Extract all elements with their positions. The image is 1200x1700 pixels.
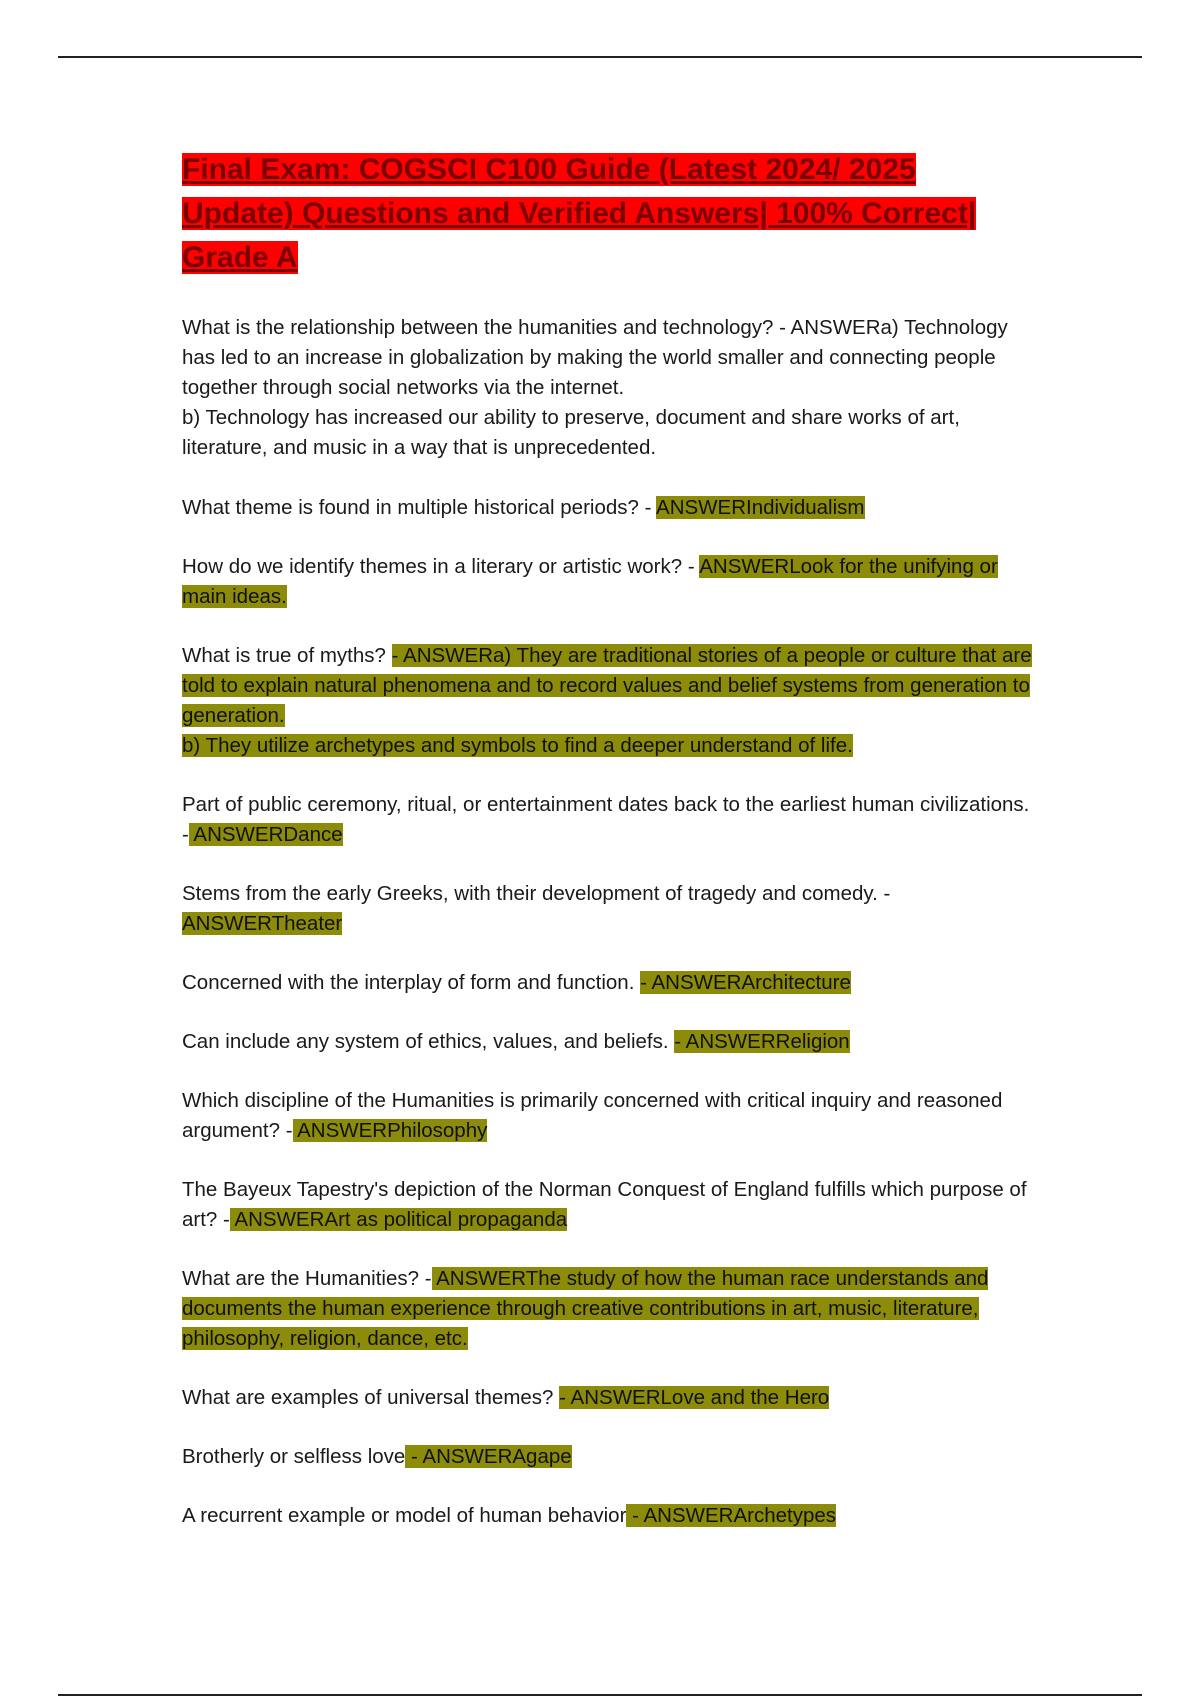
answer-text: - ANSWERa) They are traditional stories of a people or culture that are told to explain natural phenomena and to record values and belief systems from generation to generation. b) They utilize archetypes and symbols to find a deeper understand of life. <box>182 644 1032 757</box>
qa-item <box>182 1264 1032 1354</box>
question-text: What is the relationship between the humanities and technology? - <box>182 316 791 339</box>
answer-text: ANSWERArt as political propaganda <box>229 1208 568 1231</box>
qa-item <box>182 1086 1032 1146</box>
question-text: What are the Humanities? - <box>182 1267 432 1290</box>
answer-text: - ANSWERArchetypes <box>626 1504 837 1527</box>
qa-item <box>182 1383 1032 1413</box>
answer-text: - ANSWERReligion <box>674 1030 850 1053</box>
qa-item <box>182 313 1032 463</box>
qa-item <box>182 968 1032 998</box>
answer-text: ANSWERa) Technology has led to an increase in globalization by making the world smaller and connecting people together through social networks via the internet. b) Technology has increased our ability to preserve, document and share works of art, literature, and music in a way that is unprecedented. <box>182 316 1008 459</box>
answer-text: ANSWERPhilosophy <box>292 1119 488 1142</box>
qa-item <box>182 493 1032 523</box>
qa-item <box>182 552 1032 612</box>
answer-text: ANSWERIndividualism <box>656 496 865 519</box>
answer-text: ANSWERTheater <box>182 912 343 935</box>
answer-text: ANSWERLook for the unifying or main ideas. <box>182 555 998 608</box>
answer-text: - ANSWERAgape <box>405 1445 572 1468</box>
bottom-rule <box>58 1694 1142 1696</box>
question-text: Can include any system of ethics, values, and beliefs. <box>182 1030 675 1053</box>
qa-item <box>182 879 1032 939</box>
document-body <box>182 148 1032 1531</box>
question-text: Stems from the early Greeks, with their development of tragedy and comedy. - <box>182 882 891 905</box>
question-text: What is true of myths? <box>182 644 392 667</box>
question-text: Concerned with the interplay of form and function. <box>182 971 641 994</box>
answer-text: ANSWERThe study of how the human race understands and documents the human experience through creative contributions in art, music, literature, philosophy, religion, dance, etc. <box>182 1267 989 1350</box>
qa-item <box>182 790 1032 850</box>
answer-text: - ANSWERArchitecture <box>640 971 851 994</box>
qa-item <box>182 1442 1032 1472</box>
top-rule <box>58 56 1142 58</box>
question-text: Part of public ceremony, ritual, or entertainment dates back to the earliest human civilizations. - <box>182 793 1030 846</box>
answer-text: ANSWERDance <box>188 823 343 846</box>
question-text: A recurrent example or model of human behavior <box>182 1504 627 1527</box>
question-text: Which discipline of the Humanities is primarily concerned with critical inquiry and reasoned argument? - <box>182 1089 1003 1142</box>
question-text: The Bayeux Tapestry's depiction of the Norman Conquest of England fulfills which purpose of art? - <box>182 1178 1027 1231</box>
document-title: Final Exam: COGSCI C100 Guide (Latest 2024/ 2025 Update) Questions and Verified Answers| 100% Correct| Grade A <box>182 153 977 274</box>
qa-item <box>182 641 1032 761</box>
answer-text: - ANSWERLove and the Hero <box>559 1386 830 1409</box>
qa-item <box>182 1027 1032 1057</box>
qa-item <box>182 1501 1032 1531</box>
question-text: Brotherly or selfless love <box>182 1445 406 1468</box>
question-text: What are examples of universal themes? <box>182 1386 560 1409</box>
qa-item <box>182 1175 1032 1235</box>
question-text: What theme is found in multiple historical periods? - <box>182 496 657 519</box>
question-text: How do we identify themes in a literary or artistic work? - <box>182 555 700 578</box>
